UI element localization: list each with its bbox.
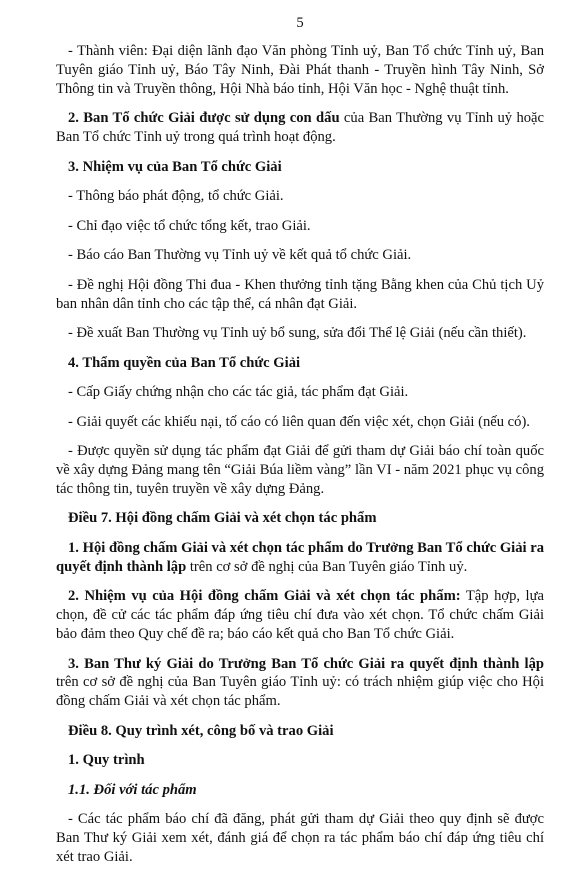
heading-process: 1. Quy trình bbox=[68, 752, 145, 769]
duty-item: - Đề xuất Ban Thường vụ Tỉnh uỷ bổ sung, sửa đổi Thể lệ Giải (nếu cần thiết). bbox=[68, 325, 527, 342]
paragraph-seal bbox=[56, 109, 544, 147]
paragraph-seal-bold: 2. Ban Tổ chức Giải được sử dụng con dấu bbox=[68, 110, 340, 127]
duty-item: - Đề nghị Hội đồng Thi đua - Khen thưởng tỉnh tặng Bằng khen của Chủ tịch Uỷ ban nhân dân tỉnh cho các tập thể, cá nhân đạt Giải. bbox=[56, 276, 544, 312]
page-number: 5 bbox=[296, 15, 304, 31]
heading-article-7: Điều 7. Hội đồng chấm Giải và xét chọn tác phẩm bbox=[68, 510, 377, 527]
heading-works: 1.1. Đối với tác phẩm bbox=[68, 781, 197, 798]
duty-item: - Báo cáo Ban Thường vụ Tỉnh uỷ về kết quả tổ chức Giải. bbox=[68, 247, 412, 264]
authority-item: - Cấp Giấy chứng nhận cho các tác giả, tác phẩm đạt Giải. bbox=[68, 384, 409, 401]
paragraph-council-duties-bold: 2. Nhiệm vụ của Hội đồng chấm Giải và xét chọn tác phẩm: bbox=[68, 588, 461, 605]
paragraph-council-duties-text: Tập hợp, lựa chọn, đề cử các tác phẩm đáp ứng tiêu chí đưa vào xét chọn. Tổ chức chấm Giải bảo đảm theo Quy chế đề ra; báo cáo kết quả cho Ban Tổ chức Giải. bbox=[56, 588, 544, 643]
heading-duties: 3. Nhiệm vụ của Ban Tổ chức Giải bbox=[68, 158, 282, 175]
paragraph-works: - Các tác phẩm báo chí đã đăng, phát gửi tham dự Giải theo quy định sẽ được Ban Thư ký Giải xem xét, đánh giá để chọn ra tác phẩm báo chí đáp ứng tiêu chí xét trao Giải. bbox=[56, 811, 544, 866]
heading-authority: 4. Thẩm quyền của Ban Tổ chức Giải bbox=[68, 354, 301, 371]
paragraph-secretariat-text: trên cơ sở đề nghị của Ban Tuyên giáo Tỉnh uỷ: có trách nhiệm giúp việc cho Hội đồng chấm Giải và xét chọn tác phẩm. bbox=[56, 674, 544, 710]
paragraph-seal-text: của Ban Thường vụ Tỉnh uỷ hoặc Ban Tổ chức Tỉnh uỷ trong quá trình hoạt động. bbox=[56, 110, 544, 146]
duty-item: - Thông báo phát động, tổ chức Giải. bbox=[68, 188, 284, 205]
authority-item: - Được quyền sử dụng tác phẩm đạt Giải để gửi tham dự Giải báo chí toàn quốc về xây dựng Đảng mang tên “Giải Búa liềm vàng” lần VI - năm 2021 phục vụ công tác thông tin, tuyên truyền về xây dựng Đảng. bbox=[56, 443, 544, 497]
heading-article-8: Điều 8. Quy trình xét, công bố và trao Giải bbox=[68, 722, 334, 739]
paragraph-council bbox=[56, 539, 544, 577]
paragraph-council-bold: 1. Hội đồng chấm Giải và xét chọn tác phẩm do Trưởng Ban Tổ chức Giải ra quyết định thành lập bbox=[56, 539, 545, 575]
paragraph-secretariat bbox=[56, 655, 544, 712]
paragraph-council-text: trên cơ sở đề nghị của Ban Tuyên giáo Tỉnh uỷ. bbox=[186, 558, 468, 575]
duty-item: - Chỉ đạo việc tổ chức tổng kết, trao Giải. bbox=[68, 217, 311, 234]
paragraph-secretariat-bold: 3. Ban Thư ký Giải do Trưởng Ban Tổ chức Giải ra quyết định thành lập bbox=[68, 655, 544, 672]
authority-item: - Giải quyết các khiếu nại, tố cáo có liên quan đến việc xét, chọn Giải (nếu có). bbox=[68, 413, 530, 430]
paragraph-members: - Thành viên: Đại diện lãnh đạo Văn phòng Tỉnh uỷ, Ban Tổ chức Tỉnh uỷ, Ban Tuyên giáo Tỉnh uỷ, Báo Tây Ninh, Đài Phát thanh - Truyền hình Tây Ninh, Sở Thông tin và Truyền thông, Hội Nhà báo tỉnh, Hội Văn học - Nghệ thuật tỉnh. bbox=[56, 42, 544, 97]
paragraph-council-duties bbox=[56, 587, 544, 644]
